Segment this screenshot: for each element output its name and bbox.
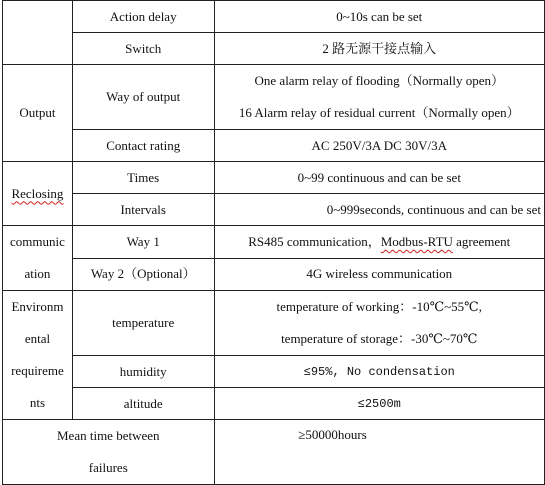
table-row (3, 130, 545, 162)
table-row (3, 388, 545, 420)
category-output: Output (3, 65, 73, 162)
value-way-1 (214, 226, 544, 259)
param-way-1: Way 1 (72, 226, 214, 259)
way-of-output-count: 16 (238, 105, 255, 120)
value-temperature (214, 291, 544, 356)
value-contact-rating: AC 250V/3A DC 30V/3A (214, 130, 544, 162)
category-environmental (3, 291, 73, 420)
mtbf-label-1: Mean time between (57, 428, 160, 443)
table-row (3, 258, 545, 291)
way-of-output-line-1: One alarm relay of flooding（Normally open） (254, 73, 504, 88)
way-of-output-line-2-text: Alarm relay of residual current（Normally open） (254, 105, 520, 120)
value-action-delay: 0~10s can be set (214, 1, 544, 33)
environmental-label-3: requireme (11, 363, 64, 378)
way-of-output-line-2 (218, 97, 541, 129)
param-mtbf (3, 420, 215, 485)
table-row (3, 420, 545, 485)
table-row (3, 356, 545, 388)
way-1-prefix: RS485 communication， (248, 233, 381, 249)
table-row (3, 226, 545, 259)
table-row (3, 33, 545, 65)
blank-category-cell (3, 1, 73, 65)
way-1-protocol: Modbus-RTU (380, 233, 453, 249)
mtbf-label-2: failures (88, 460, 128, 475)
param-times: Times (72, 162, 214, 194)
communication-label-2: ation (24, 266, 51, 281)
way-1-suffix: agreement (452, 233, 511, 249)
environmental-label-1: Environm (11, 299, 64, 314)
table-row (3, 194, 545, 226)
value-intervals: 0~999seconds, continuous and can be set (214, 194, 544, 226)
value-mtbf (214, 420, 544, 485)
table-row (3, 291, 545, 356)
communication-label-1: communic (10, 234, 65, 249)
param-humidity: humidity (72, 356, 214, 388)
value-humidity: ≤95%, No condensation (214, 356, 544, 388)
table-row (3, 162, 545, 194)
param-way-of-output: Way of output (72, 65, 214, 130)
value-switch: 2 路无源干接点输入 (214, 33, 544, 65)
reclosing-label: Reclosing (11, 185, 64, 201)
param-action-delay: Action delay (72, 1, 214, 33)
value-times: 0~99 continuous and can be set (214, 162, 544, 194)
environmental-label-4: nts (29, 395, 46, 410)
value-altitude: ≤2500m (214, 388, 544, 420)
table-row (3, 1, 545, 33)
category-reclosing (3, 162, 73, 226)
value-way-of-output (214, 65, 544, 130)
temperature-working: temperature of working：-10℃~55℃, (276, 299, 482, 314)
param-switch: Switch (72, 33, 214, 65)
param-way-2: Way 2（Optional） (72, 258, 214, 291)
value-way-2: 4G wireless communication (214, 258, 544, 291)
param-contact-rating: Contact rating (72, 130, 214, 162)
param-temperature: temperature (72, 291, 214, 356)
mtbf-value: ≥50000hours (298, 427, 367, 442)
param-intervals: Intervals (72, 194, 214, 226)
table-row (3, 65, 545, 130)
param-altitude: altitude (72, 388, 214, 420)
temperature-storage: temperature of storage：-30℃~70℃ (281, 331, 478, 346)
spec-table (2, 0, 545, 485)
environmental-label-2: ental (24, 331, 51, 346)
category-communication (3, 226, 73, 291)
